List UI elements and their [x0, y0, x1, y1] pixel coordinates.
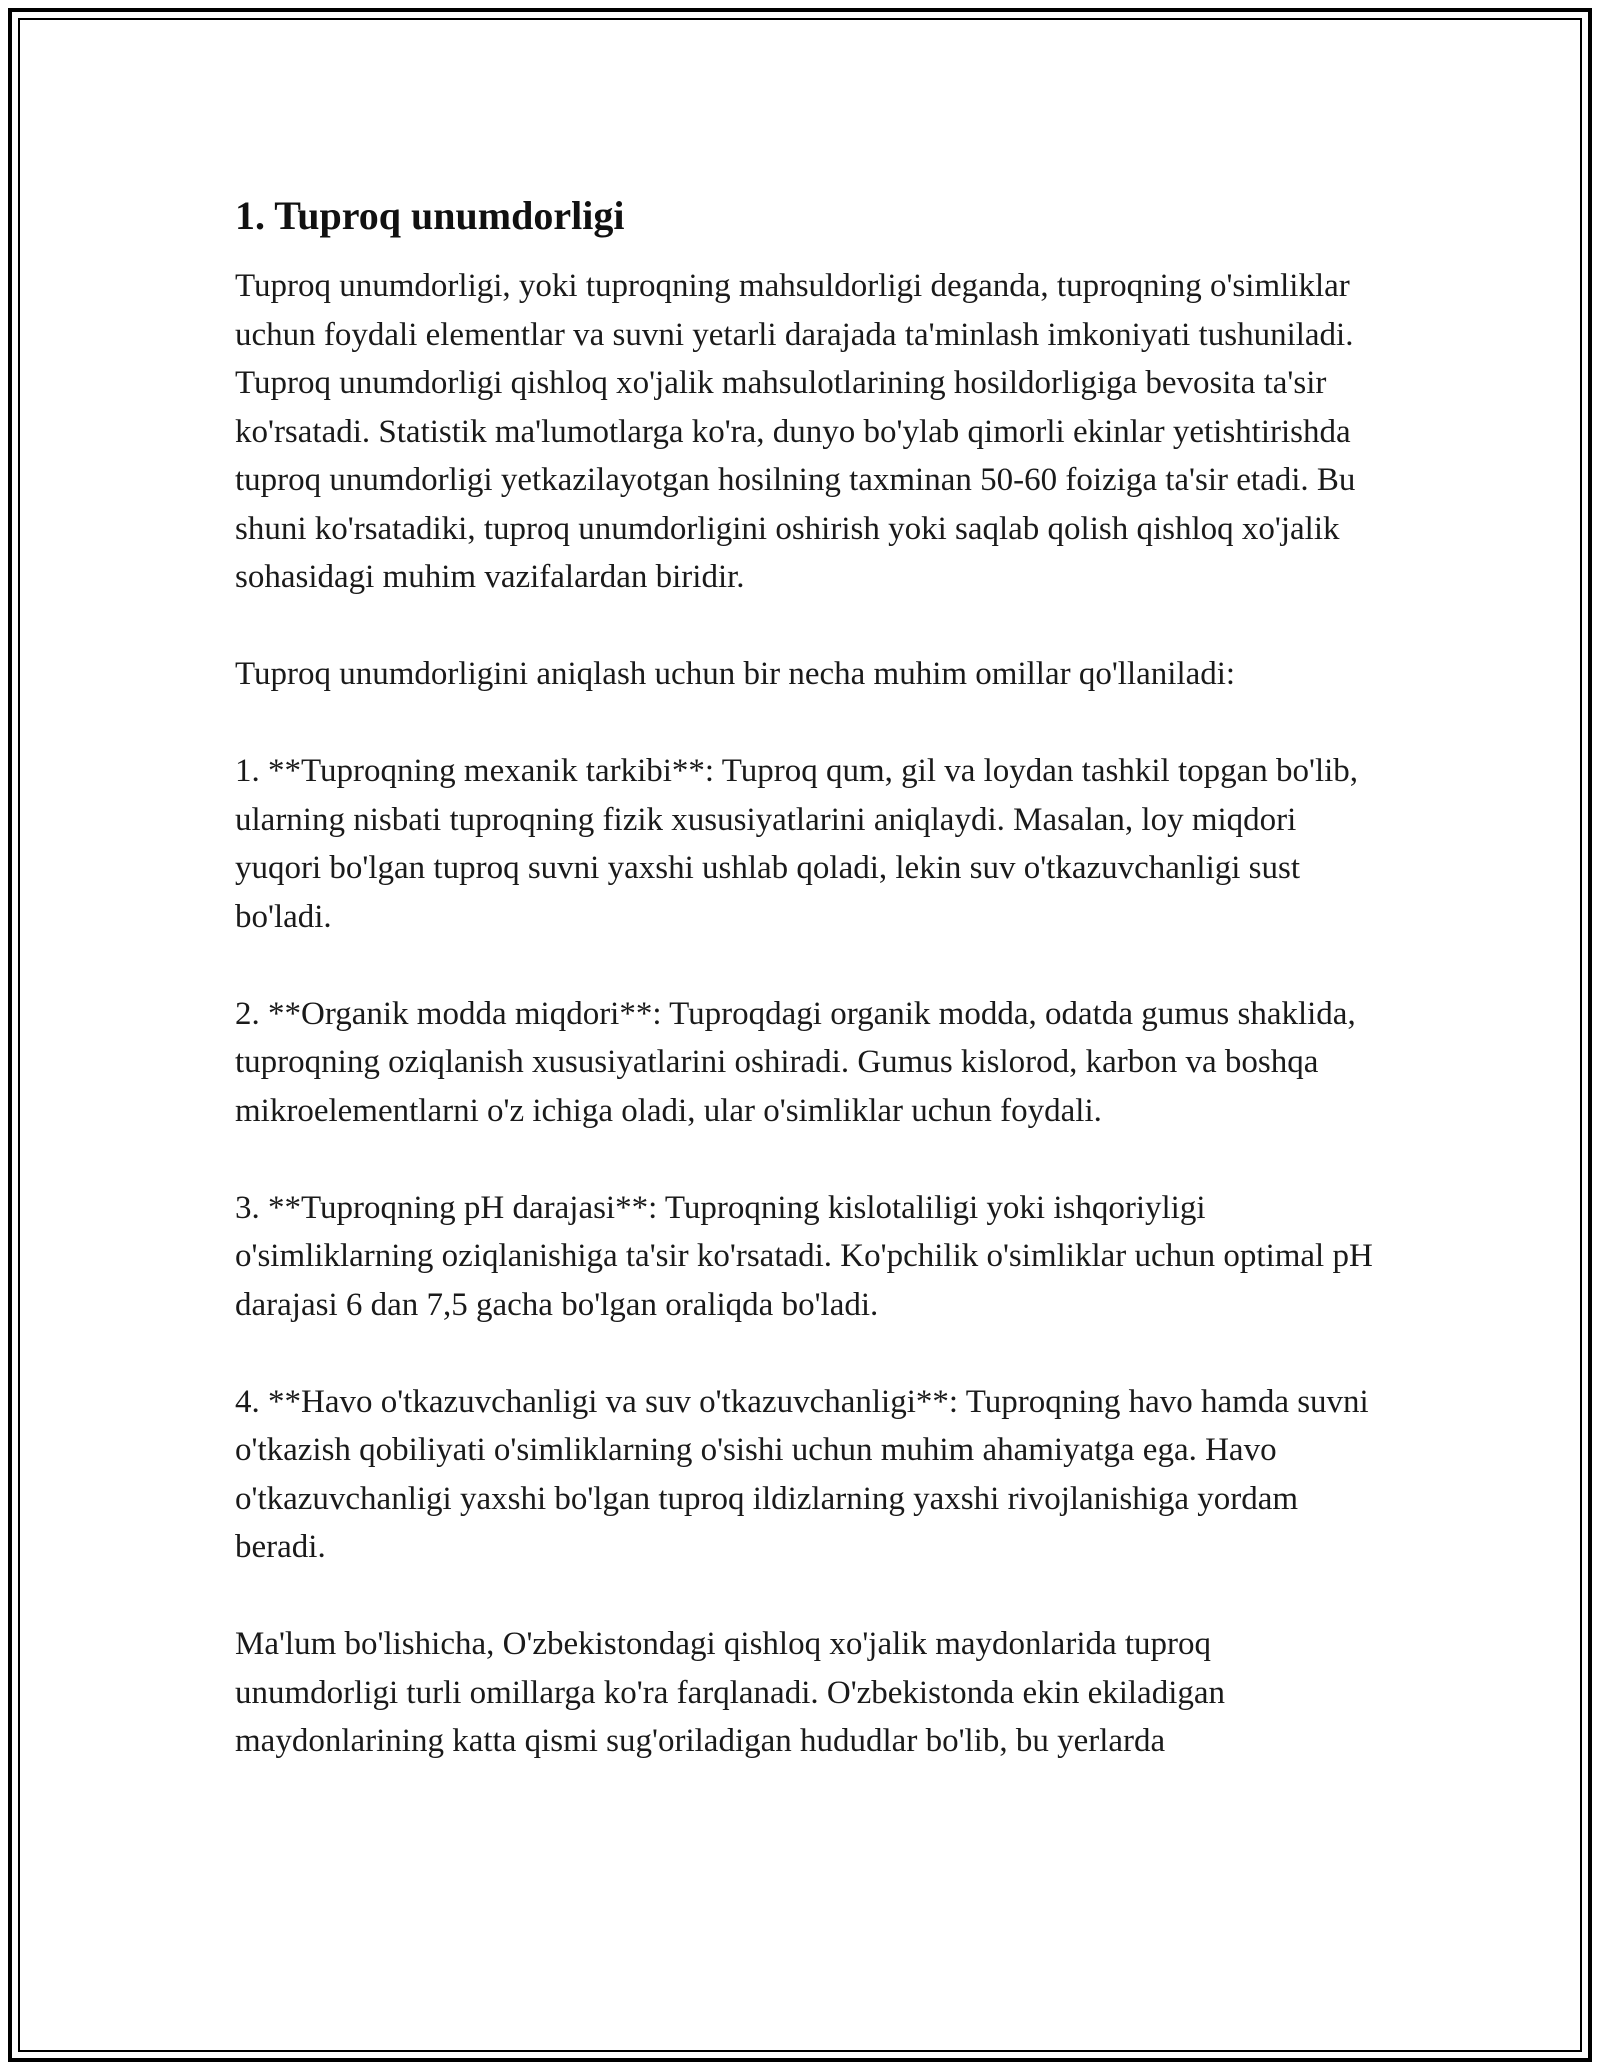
paragraph-factor-organic: 2. **Organik modda miqdori**: Tuproqdagi organik modda, odatda gumus shaklida, tuproqning oziqlanish xususiyatlarini oshiradi. Gumus kislorod, karbon va boshqa mikroelementlarni o'z ichiga oladi, ular o'simliklar uchun foydali. — [235, 995, 1356, 1129]
paragraph-factors-lead: Tuproq unumdorligini aniqlash uchun bir necha muhim omillar qo'llaniladi: — [235, 656, 1236, 692]
paragraph-factor-permeability: 4. **Havo o'tkazuvchanligi va suv o'tkazuvchanligi**: Tuproqning havo hamda suvni o'tkazish qobiliyati o'simliklarning o'sishi uchun muhim ahamiyatga ega. Havo o'tkazuvchanligi yaxshi bo'lgan tuproq ildizlarning yaxshi rivojlanishiga yordam beradi. — [235, 1383, 1369, 1565]
paragraph-factor-mechanical: 1. **Tuproqning mexanik tarkibi**: Tuproq qum, gil va loydan tashkil topgan bo'lib, ularning nisbati tuproqning fizik xususiyatlarini aniqlaydi. Masalan, loy miqdori yuqori bo'lgan tuproq suvni yaxshi ushlab qoladi, lekin suv o'tkazuvchanligi sust bo'ladi. — [235, 753, 1359, 935]
section-heading: 1. Tuproq unumdorligi — [235, 193, 625, 238]
paragraph-factor-ph: 3. **Tuproqning pH darajasi**: Tuproqning kislotaliligi yoki ishqoriyligi o'simliklarning oziqlanishiga ta'sir ko'rsatadi. Ko'pchilik o'simliklar uchun optimal pH darajasi 6 dan 7,5 gacha bo'lgan oraliqda bo'ladi. — [235, 1189, 1373, 1323]
document-body — [235, 190, 1375, 1814]
paragraph-uzbekistan: Ma'lum bo'lishicha, O'zbekistondagi qishloq xo'jalik maydonlarida tuproq unumdorligi turli omillarga ko'ra farqlanadi. O'zbekistonda ekin ekiladigan maydonlarining katta qismi sug'oriladigan hududlar bo'lib, bu yerlarda — [235, 1626, 1226, 1759]
paragraph-intro: Tuproq unumdorligi, yoki tuproqning mahsuldorligi deganda, tuproqning o'simliklar uchun foydali elementlar va suvni yetarli darajada ta'minlash imkoniyati tushuniladi. Tuproq unumdorligi qishloq xo'jalik mahsulotlarining hosildorligiga bevosita ta'sir ko'rsatadi. Statistik ma'lumotlarga ko'ra, dunyo bo'ylab qimorli ekinlar yetishtirishda tuproq unumdorligi yetkazilayotgan hosilning taxminan 50-60 foiziga ta'sir etadi. Bu shuni ko'rsatadiki, tuproq unumdorligini oshirish yoki saqlab qolish qishloq xo'jalik sohasidagi muhim vazifalardan biridir. — [235, 268, 1356, 595]
